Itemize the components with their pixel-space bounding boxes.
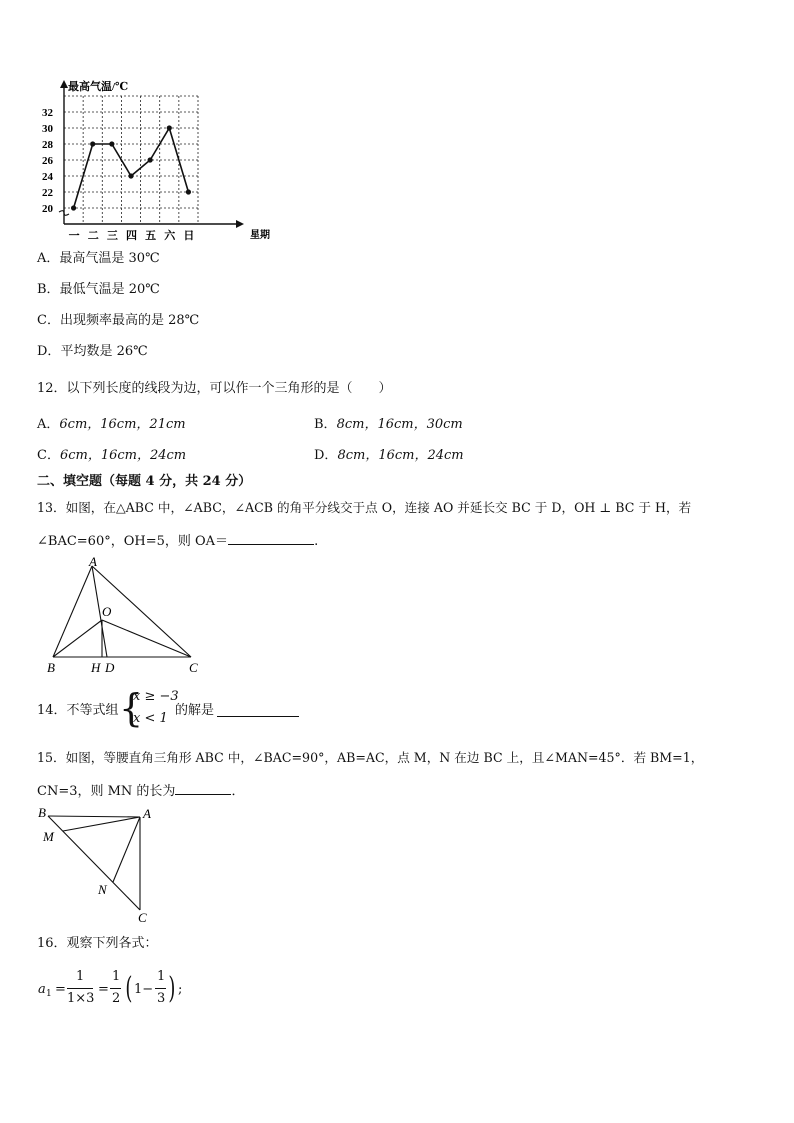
q12-option-a: A．6cm，16cm，21cm	[37, 417, 186, 432]
y-tick-label: 24	[42, 171, 53, 183]
data-point	[71, 205, 76, 210]
y-tick-label: 32	[42, 107, 53, 119]
q11-option-b: B．最低气温是 20℃	[37, 282, 160, 297]
data-point	[128, 173, 133, 178]
x-tick-label: 五	[145, 230, 157, 242]
q12-option-d: D．8cm，16cm，24cm	[314, 448, 464, 463]
x-tick-label: 一	[68, 230, 80, 242]
series-line	[74, 128, 189, 208]
brace: {	[119, 686, 144, 730]
label-a: A	[89, 556, 97, 569]
side-bc	[48, 816, 140, 910]
x-axis-arrow	[236, 220, 244, 228]
segment-co	[102, 620, 191, 657]
y-axis-arrow	[60, 80, 68, 88]
label-b: B	[47, 660, 55, 675]
label-h: H	[91, 660, 101, 675]
data-point	[90, 141, 95, 146]
segment-an	[113, 817, 140, 882]
side-ab	[53, 566, 92, 657]
segment-am	[63, 817, 140, 831]
x-axis-label: 星期	[250, 230, 270, 241]
section-title: 二、填空题（每题 4 分，共 24 分）	[37, 474, 252, 489]
x-tick-label: 二	[87, 230, 99, 242]
q14-answer-blank[interactable]	[217, 702, 299, 717]
q11-option-a: A．最高气温是 30℃	[37, 251, 160, 266]
q15-answer-blank[interactable]	[175, 780, 231, 795]
q11-option-d: D．平均数是 26℃	[37, 344, 148, 359]
q15-line2: CN=3，则 MN 的长为 ．	[37, 780, 244, 801]
q15-figure	[36, 804, 166, 926]
y-tick-label: 28	[42, 139, 53, 151]
q13-line1: 13．如图，在△ABC 中，∠ABC，∠ACB 的角平分线交于点 O，连接 AO 并延长交 BC 于 D，OH ⊥ BC 于 H，若	[37, 500, 692, 515]
q16-stem: 16．观察下列各式：	[37, 936, 158, 951]
q15-line1: 15．如图，等腰直角三角形 ABC 中，∠BAC=90°，AB=AC，点 M，N 在边 BC 上，且∠MAN=45°．若 BM=1，	[37, 750, 704, 765]
x-tick-label: 六	[164, 230, 176, 242]
y-axis-label: 最高气温/℃	[68, 81, 129, 93]
q12-option-b: B．8cm，16cm，30cm	[314, 417, 463, 432]
y-tick-label: 30	[42, 123, 53, 135]
label-c: C	[138, 910, 147, 925]
data-point	[148, 157, 153, 162]
q15-triangle-svg	[36, 804, 166, 926]
data-point	[167, 125, 172, 130]
q13-figure	[40, 556, 210, 676]
label-b: B	[38, 805, 46, 820]
x-tick-label: 四	[126, 230, 137, 242]
q11-option-c: C．出现频率最高的是 28℃	[37, 313, 200, 328]
data-point	[109, 141, 114, 146]
temperature-chart	[28, 72, 288, 247]
side-ba	[48, 816, 140, 817]
label-n: N	[98, 882, 107, 897]
label-o: O	[102, 604, 112, 619]
x-tick-label: 三	[106, 230, 118, 242]
label-d: D	[105, 660, 115, 675]
data-point	[186, 189, 191, 194]
label-c: C	[189, 660, 198, 675]
axis-break	[59, 211, 69, 216]
chart-svg	[28, 72, 288, 247]
q13-line2: ∠BAC=60°，OH=5，则 OA＝ .	[37, 530, 318, 551]
q12-stem: 12．以下列长度的线段为边，可以作一个三角形的是（ ）	[37, 381, 392, 396]
q16-formula: a 1 = 1 1×3 = 1 2 ( 1− 1 3 ) ;	[38, 969, 183, 1006]
label-m: M	[43, 829, 54, 844]
q13-triangle-svg	[40, 556, 210, 676]
y-tick-label: 26	[42, 155, 53, 167]
y-tick-label: 22	[42, 187, 53, 199]
q12-option-c: C．6cm，16cm，24cm	[37, 448, 187, 463]
x-tick-label: 日	[183, 230, 195, 242]
label-a: A	[143, 806, 151, 821]
y-tick-label: 20	[42, 203, 53, 215]
q13-answer-blank[interactable]	[228, 530, 314, 545]
